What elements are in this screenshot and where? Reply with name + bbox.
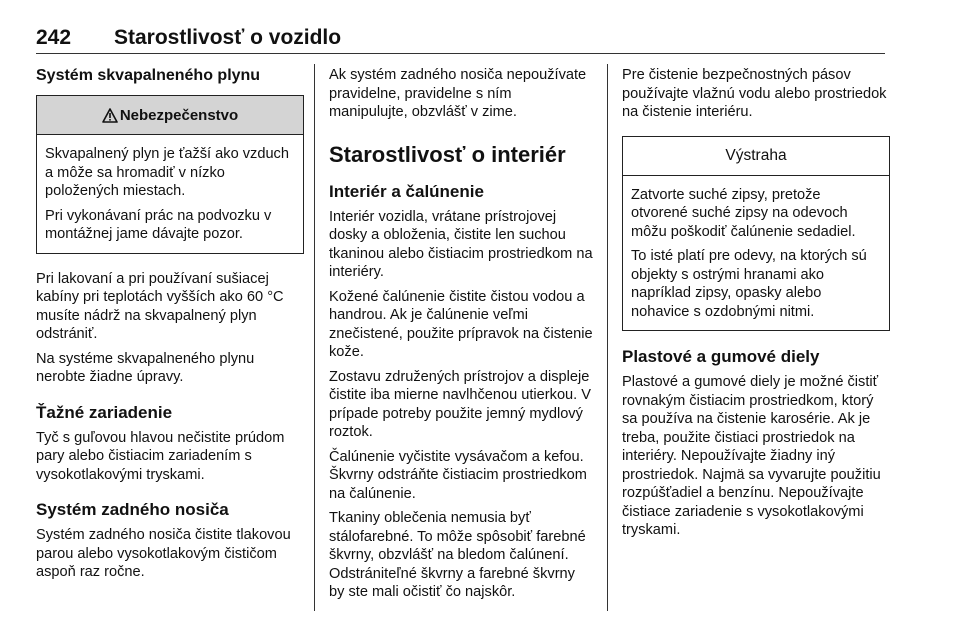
section-title-interior-care: Starostlivosť o interiér [329, 141, 566, 167]
paragraph: Na systéme skvapalneného plynu nerobte žiadne úpravy. [36, 350, 255, 385]
danger-box-header [37, 96, 303, 135]
column-divider-1 [314, 64, 315, 611]
column-3 [622, 66, 890, 540]
paragraph: Tyč s guľovou hlavou nečistite prúdom pary alebo čistiacim zariadením s vysokotlakovými tryskami. [36, 429, 285, 483]
paragraph: Ak systém zadného nosiča nepoužívate pravidelne, pravidelne s ním manipulujte, obzvlášť v zime. [329, 67, 587, 120]
paragraph: Interiér vozidla, vrátane prístrojovej dosky a obloženia, čistite len suchou tkaninou alebo čistiacim prostriedkom na interiéry. [329, 208, 593, 280]
paragraph: Čalúnenie vyčistite vysávačom a kefou. Škvrny odstráňte čistiacim prostriedkom na čalúnenie. [329, 448, 587, 502]
paragraph: Pre čistenie bezpečnostných pásov používajte vlažnú vodu alebo prostriedok na čistenie interiéru. [622, 67, 887, 120]
section-title-rear-carrier: Systém zadného nosiča [36, 500, 229, 519]
page-header [36, 26, 920, 56]
caution-box-header [623, 137, 889, 176]
section-title-towbar: Ťažné zariadenie [36, 402, 173, 422]
subsection-title-upholstery: Interiér a čalúnenie [329, 181, 484, 201]
section-title-lpg: Systém skvapalneného plynu [36, 67, 261, 84]
danger-box-label: Nebezpečenstvo [119, 106, 239, 124]
caution-box-body [623, 176, 889, 331]
caution-box-label: Výstraha [725, 146, 787, 164]
paragraph: Kožené čalúnenie čistite čistou vodou a handrou. Ak je čalúnenie veľmi znečistené, použite prípravok na čistenie kože. [329, 288, 593, 360]
column-2 [329, 66, 593, 602]
page-number: 242 [36, 26, 72, 49]
column-divider-2 [607, 64, 608, 611]
caution-box [622, 136, 890, 332]
danger-box-body [37, 135, 303, 253]
paragraph: Tkaniny oblečenia nemusia byť stálofarebné. To môže spôsobiť farebné škvrny, obzvlášť na bledom čalúnení. Odstrániteľné škvrny a farebné škvrny by ste mali očistiť čo najskôr. [329, 510, 586, 600]
danger-paragraph: Skvapalnený plyn je ťažší ako vzduch a môže sa hromadiť v nízko položených miestach. [45, 146, 289, 199]
paragraph: Pri lakovaní a pri používaní sušiacej kabíny pri teplotách vyšších ako 60 °C musíte nádrž na skvapalnený plyn odstrániť. [36, 270, 284, 342]
section-title-plastic-rubber: Plastové a gumové diely [622, 347, 820, 366]
paragraph: Systém zadného nosiča čistite tlakovou parou alebo vysokotlakovým čističom aspoň raz ročne. [36, 527, 291, 580]
caution-paragraph: Zatvorte suché zipsy, pretože otvorené suché zipsy na odevoch môžu poškodiť čalúnenie sedadiel. [631, 186, 856, 240]
paragraph: Zostavu združených prístrojov a displeje čistite iba mierne navlhčenou utierkou. V prípade potreby použite jemný mydlový roztok. [329, 368, 592, 440]
danger-box [36, 95, 304, 254]
caution-paragraph: To isté platí pre odevy, na ktorých sú objekty s ostrými hranami ako napríklad zipsy, opasky alebo nohavice s ozdobnými nitmi. [631, 248, 867, 320]
danger-paragraph: Pri vykonávaní prác na podvozku v montážnej jame dávajte pozor. [45, 207, 272, 242]
paragraph: Plastové a gumové diely je možné čistiť rovnakým čistiacim prostriedkom, ktorý sa používa na čistenie karosérie. Ak je treba, použite čistiaci prostriedok na interiéry. Nepoužívajte žiadny iný prostriedok. Najmä sa vyvarujte použitiu rozpúšťadiel a benzínu. Nepoužívajte čistiace zariadenie s vysokotlakovými tryskami. [622, 374, 881, 538]
header-rule [36, 53, 885, 54]
page-title: Starostlivosť o vozidlo [114, 26, 342, 49]
column-1 [36, 66, 304, 582]
warning-triangle-icon [102, 108, 118, 123]
